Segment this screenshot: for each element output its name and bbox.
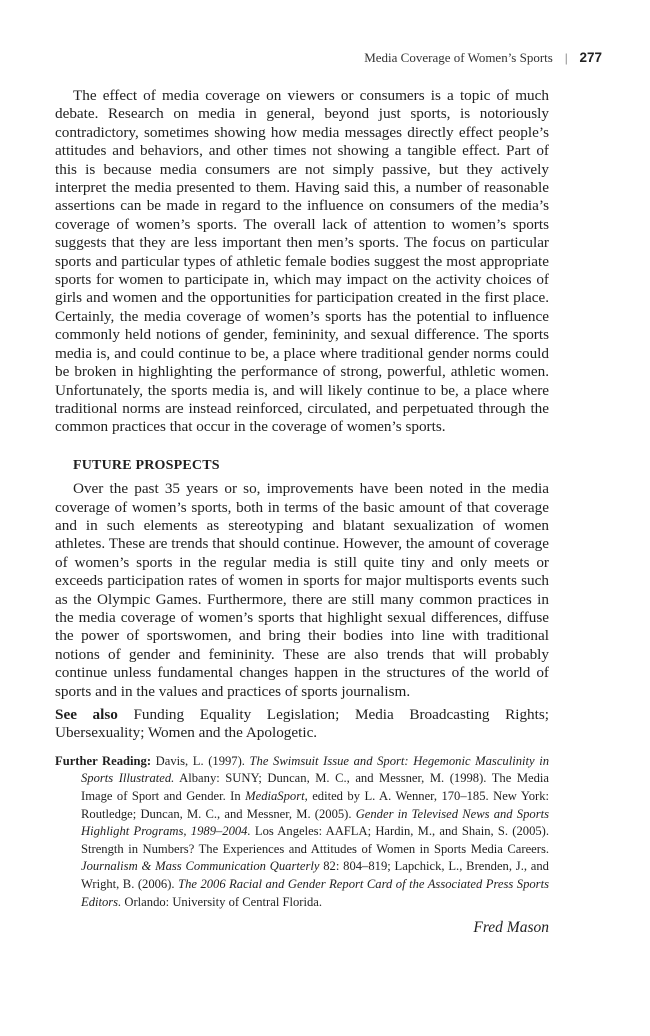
body-paragraph-1: The effect of media coverage on viewers or consumers is a topic of much debate. Research on media in general, beyond just sports, is notoriously contradictory, sometimes showing how media messages directly effect people’s attitudes and behaviors, and other times not showing a tangible effect. Part of this is because media consumers are not simply passive, but they actively interpret the media presented to them. Having said this, a number of reasonable assertions can be made in regard to the influence on consumers of the media’s coverage of women’s sports. The overall lack of attention to women’s sports suggests that they are less important then men’s sports. The focus on particular sports and particular types of athletic female bodies suggest the most appropriate sports for women to participate in, which may impact on the activity choices of girls and women and the opportunities for participation created in the first place. Certainly, the media coverage of women’s sports has the potential to influence commonly held notions of gender, femininity, and sexual difference. The sports media is, and could continue to be, a place where traditional gender norms could be broken in highlighting the performance of strong, powerful, athletic women. Unfortunately, the sports media is, and will likely continue to be, a place where traditional norms are instead reinforced, circulated, and perpetuated through the common practices that occur in the coverage of women’s sports. [55,87,549,436]
running-header [364,50,602,66]
see-also-label: See also [55,706,118,723]
further-reading [55,753,549,911]
author-signature: Fred Mason [473,919,549,937]
page-content [55,87,549,938]
ref-title-4: Journalism & Mass Communication Quarterly [81,859,320,874]
ref-title-1: The Swimsuit Issue and Sport: Hegemonic Masculinity in Sports Illustrated. [81,753,549,786]
see-also [55,706,549,743]
ref-text-4: Los Angeles: AAFLA; Hardin, M., and Shain, S. (2005). Strength in Numbers? The Experiences and Attitudes of Women in Sports Media Careers. [81,824,549,856]
running-title: Media Coverage of Women’s Sports [364,50,553,65]
ref-text-1: Davis, L. (1997). [151,753,250,768]
ref-text-2: Albany: SUNY; Duncan, M. C., and Messner, M. (1998). The Media Image of Sport and Gender. In [81,771,550,803]
section-heading: FUTURE PROSPECTS [73,457,220,473]
ref-text-3: edited by L. A. Wenner, 170–185. New York: Routledge; Duncan, M. C., and Messner, M. (2005). [81,789,549,821]
see-also-text: Funding Equality Legislation; Media Broadcasting Rights; Ubersexuality; Women and the Apologetic. [55,706,550,742]
ref-text-5: 82: 804–819; Lapchick, L., Brenden, J., and Wright, B. (2006). [81,859,549,891]
ref-title-5: The 2006 Racial and Gender Report Card of the Associated Press Sports Editors. [81,876,549,909]
ref-title-3: Gender in Televised News and Sports Highlight Programs, 1989–2004. [81,806,549,839]
header-separator: | [564,50,568,65]
page-number: 277 [579,50,602,65]
further-reading-label: Further Reading: [55,753,152,768]
ref-title-2: MediaSport, [245,789,308,803]
ref-text-6: Orlando: University of Central Florida. [121,894,323,909]
body-paragraph-2: Over the past 35 years or so, improvements have been noted in the media coverage of women’s sports, both in terms of the basic amount of that coverage and in such elements as stereotyping and blatant sexualization of women athletes. These are trends that should continue. However, the amount of coverage of women’s sports in the regular media is still quite tiny and only meets or exceeds participation rates of women in sports for major multisports events such as the Olympic Games. Furthermore, there are still many common practices in the media coverage of women’s sports that highlight sexual differences, diffuse the power of sportswomen, and bring their bodies into line with traditional notions of gender and femininity. These are also trends that will probably continue unless fundamental changes happen in the structures of the world of sports and in the values and practices of sports journalism. [55,480,549,700]
